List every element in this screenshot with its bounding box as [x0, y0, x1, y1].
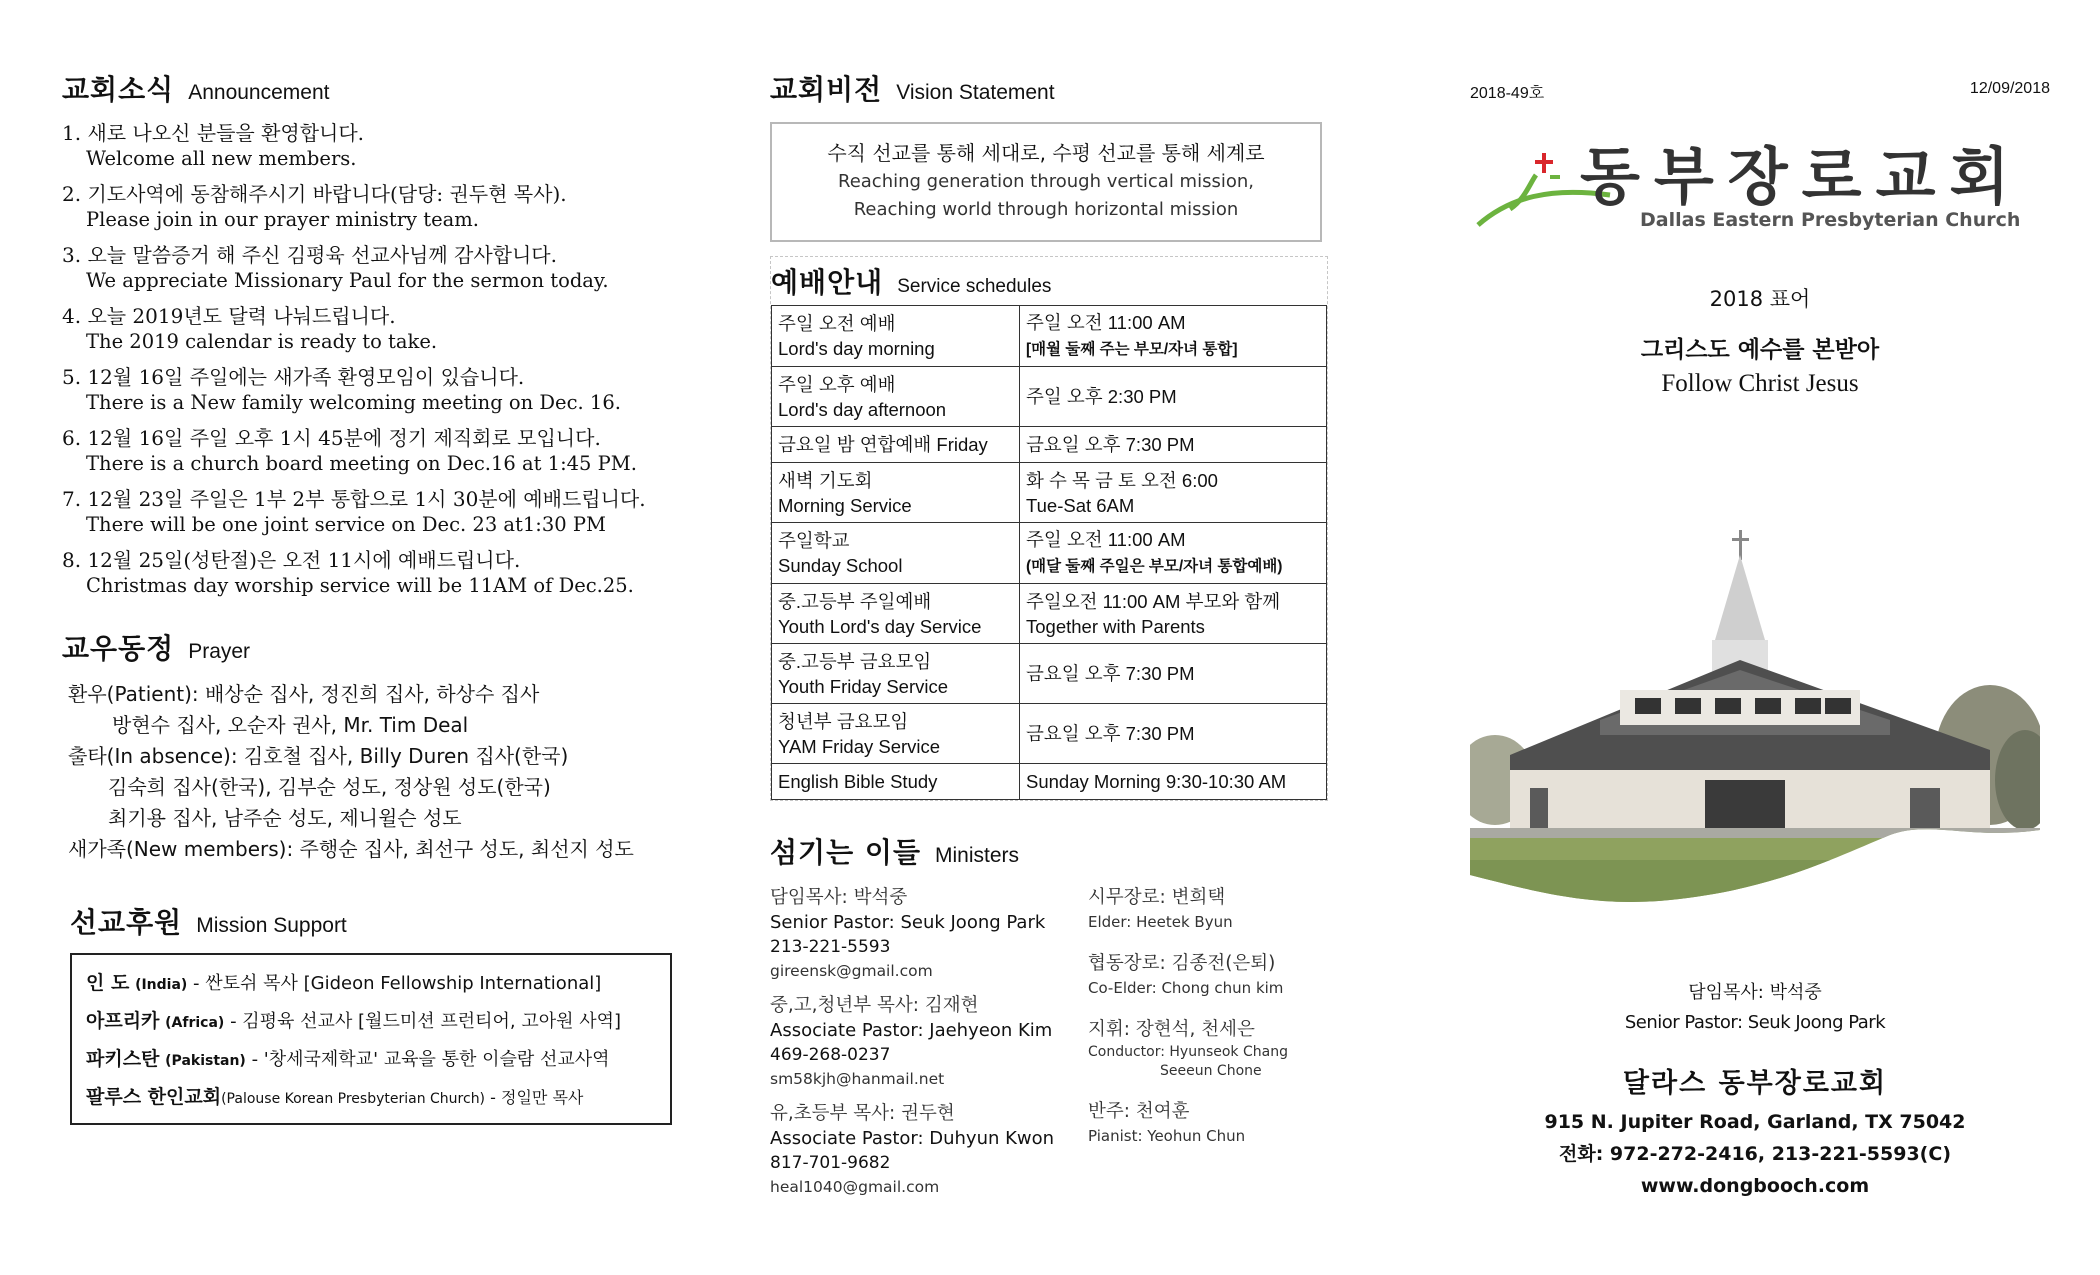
- announcement-en: There is a New family welcoming meeting on Dec. 16.: [86, 391, 621, 414]
- minister-ko: 담임목사: 박석중: [770, 887, 908, 908]
- list-item: [62, 364, 702, 416]
- service-name: [772, 644, 1020, 704]
- service-name-ko: 주일 오전 예배: [778, 313, 896, 334]
- service-name-en: Sunday School: [778, 555, 903, 576]
- ministers-grid: [770, 885, 1330, 1209]
- service-name-ko: 청년부 금요모임: [778, 710, 909, 732]
- vision-en-1: Reaching generation through vertical mission,: [838, 171, 1254, 192]
- announcement-en: Please join in our prayer ministry team.: [86, 208, 479, 231]
- left-column: [62, 68, 702, 1125]
- prayer-title-en: Prayer: [188, 640, 251, 663]
- service-time: [1020, 306, 1327, 367]
- church-phone: 전화: 972-272-2416, 213-221-5593(C): [1558, 1143, 1951, 1165]
- ministers-header: [770, 831, 1330, 871]
- prayer-line: 최기용 집사, 남주순 성도, 제니윌슨 성도: [108, 806, 462, 830]
- announcement-en: We appreciate Missionary Paul for the sermon today.: [86, 269, 609, 292]
- mission-title-ko: 선교후원: [70, 906, 183, 939]
- church-logo: [1470, 127, 2050, 247]
- announcement-en: Christmas day worship service will be 11AM of Dec.25.: [86, 574, 634, 597]
- service-name-en: English Bible Study: [778, 771, 938, 792]
- motto-ko: 그리스도 예수를 본받아: [1640, 337, 1880, 363]
- list-item: [62, 303, 702, 355]
- service-title-en: Service schedules: [897, 276, 1052, 297]
- announcement-ko: 3. 오늘 말씀증거 해 주신 김평육 선교사님께 감사합니다.: [62, 243, 557, 267]
- prayer-line: 방현수 집사, 오순자 권사, Mr. Tim Deal: [112, 713, 469, 737]
- service-time-main: 주일오전 11:00 AM 부모와 함께: [1026, 590, 1281, 612]
- announcement-list: [62, 120, 702, 599]
- church-name: 달라스 동부장로교회: [1622, 1068, 1888, 1099]
- service-time: [1020, 764, 1327, 800]
- prayer-line: 출타(In absence): 김호철 집사, Billy Duren 집사(한국): [68, 744, 569, 768]
- mission-text: - 정일만 목사: [490, 1088, 584, 1107]
- mission-country-en: (Pakistan): [165, 1053, 246, 1069]
- list-item: [62, 547, 702, 599]
- mission-country: 팔루스 한인교회: [86, 1086, 222, 1108]
- cover-column: [1470, 80, 2050, 398]
- minister-email: sm58kjh@hanmail.net: [770, 1070, 945, 1088]
- list-item: [1088, 1017, 1328, 1081]
- service-name: [772, 306, 1020, 367]
- issue-date: 12/09/2018: [1969, 80, 2050, 97]
- vision-box: [770, 122, 1322, 242]
- elder-en: Elder: Heetek Byun: [1088, 913, 1233, 931]
- table-row: [772, 523, 1327, 584]
- mission-title-en: Mission Support: [196, 914, 347, 937]
- service-time-note: Tue-Sat 6AM: [1026, 494, 1135, 516]
- service-time-main: 금요일 오후 7:30 PM: [1026, 723, 1195, 744]
- ministers-right: [1088, 885, 1328, 1209]
- announcement-header: [62, 68, 702, 108]
- church-address: 915 N. Jupiter Road, Garland, TX 75042: [1544, 1111, 1966, 1133]
- service-name-ko: 새벽 기도회: [778, 469, 873, 491]
- service-name: [772, 764, 1020, 800]
- list-item: [62, 242, 702, 294]
- minister-en: Associate Pastor: Duhyun Kwon: [770, 1128, 1055, 1149]
- service-time: [1020, 463, 1327, 523]
- minister-en: Senior Pastor: Seuk Joong Park: [770, 912, 1046, 933]
- announcement-ko: 4. 오늘 2019년도 달력 나눠드립니다.: [62, 304, 396, 328]
- service-name: [772, 523, 1020, 584]
- minister-ko: 유,초등부 목사: 권두현: [770, 1103, 955, 1124]
- announcement-ko: 6. 12월 16일 주일 오후 1시 45분에 정기 제직회로 모입니다.: [62, 426, 601, 450]
- service-name-en: Youth Lord's day Service: [778, 615, 982, 637]
- service-name: [772, 427, 1020, 463]
- church-website[interactable]: www.dongbooch.com: [1640, 1175, 1870, 1197]
- logo-title-en: Dallas Eastern Presbyterian Church: [1640, 209, 2021, 231]
- ministers-title-en: Ministers: [935, 844, 1020, 867]
- mission-line: [86, 1079, 656, 1117]
- service-name: [772, 704, 1020, 764]
- announcement-en: There will be one joint service on Dec. 23 at1:30 PM: [86, 513, 606, 536]
- service-time-note: [매월 둘째 주는 부모/자녀 통합]: [1026, 341, 1238, 358]
- service-name-en: Lord's day morning: [778, 338, 935, 359]
- service-time-main: 금요일 오후 7:30 PM: [1026, 434, 1195, 455]
- announcement-ko: 5. 12월 16일 주일에는 새가족 환영모임이 있습니다.: [62, 365, 525, 389]
- list-item: [62, 181, 702, 233]
- service-time-note: Together with Parents: [1026, 615, 1205, 637]
- list-item: [62, 120, 702, 172]
- elder-en-2: Seeeun Chone: [1160, 1063, 1262, 1079]
- elder-en: Pianist: Yeohun Chun: [1088, 1127, 1246, 1145]
- service-time-main: 주일 오전 11:00 AM: [1026, 312, 1186, 333]
- announcement-ko: 1. 새로 나오신 분들을 환영합니다.: [62, 121, 365, 145]
- service-name-ko: 중.고등부 주일예배: [778, 590, 932, 612]
- mission-text: - 싼토쉬 목사 [Gideon Fellowship International]: [193, 973, 602, 994]
- mission-country: 파키스탄: [86, 1048, 160, 1070]
- announcement-ko: 2. 기도사역에 동참해주시기 바랍니다(담당: 권두현 목사).: [62, 182, 567, 206]
- table-row: [772, 367, 1327, 427]
- service-header: [771, 261, 1327, 301]
- mission-box: [70, 953, 672, 1125]
- service-time: [1020, 644, 1327, 704]
- announcement-ko: 7. 12월 23일 주일은 1부 2부 통합으로 1시 30분에 예배드립니다.: [62, 487, 646, 511]
- service-time-main: 주일 오전 11:00 AM: [1026, 529, 1186, 550]
- minister-ko: 중,고,청년부 목사: 김재현: [770, 995, 979, 1016]
- service-name-en: YAM Friday Service: [778, 735, 941, 757]
- mission-country: 아프리카: [86, 1010, 160, 1032]
- service-name-ko: 중.고등부 금요모임: [778, 650, 932, 672]
- elder-ko: 반주: 천여훈: [1088, 1101, 1190, 1122]
- announcement-en: Welcome all new members.: [86, 147, 357, 170]
- list-item: [770, 1101, 1088, 1199]
- minister-email: gireensk@gmail.com: [770, 962, 933, 980]
- elder-ko: 협동장로: 김종전(은퇴): [1088, 953, 1276, 974]
- table-row: [772, 463, 1327, 523]
- service-time: [1020, 584, 1327, 644]
- ministers-title-ko: 섬기는 이들: [770, 836, 921, 869]
- service-time-main: 주일 오후 2:30 PM: [1026, 386, 1177, 407]
- service-title-ko: 예배안내: [771, 266, 884, 299]
- announcement-ko: 8. 12월 25일(성탄절)은 오전 11시에 예배드립니다.: [62, 548, 521, 572]
- service-name: [772, 584, 1020, 644]
- mission-line: [86, 1003, 656, 1041]
- minister-email: heal1040@gmail.com: [770, 1178, 940, 1196]
- prayer-line: 환우(Patient): 배상순 집사, 정진희 집사, 하상수 집사: [68, 682, 540, 706]
- mission-text: - 김평육 선교사 [월드미션 프런티어, 고아원 사역]: [230, 1011, 622, 1032]
- table-row: [772, 427, 1327, 463]
- service-time-main: Sunday Morning 9:30-10:30 AM: [1026, 771, 1287, 792]
- elder-en: Co-Elder: Chong chun kim: [1088, 979, 1284, 997]
- service-name-ko: 주일 오후 예배: [778, 373, 896, 395]
- minister-phone: 469-268-0237: [770, 1045, 891, 1065]
- service-table: [771, 305, 1327, 800]
- mission-country: 인 도: [86, 972, 130, 994]
- minister-phone: 817-701-9682: [770, 1153, 891, 1173]
- ministers-left: [770, 885, 1088, 1209]
- prayer-header: [62, 627, 702, 667]
- prayer-line: 김숙희 집사(한국), 김부순 성도, 정상원 성도(한국): [108, 775, 551, 799]
- minister-en: Associate Pastor: Jaehyeon Kim: [770, 1020, 1053, 1041]
- list-item: [1088, 951, 1328, 999]
- service-name: [772, 367, 1020, 427]
- elder-ko: 시무장로: 변희택: [1088, 887, 1226, 908]
- service-name-en: Morning Service: [778, 494, 912, 516]
- issue-number: 2018-49호: [1470, 85, 1545, 102]
- mission-line: [86, 965, 656, 1003]
- service-name-en: Youth Friday Service: [778, 675, 949, 697]
- list-item: [62, 425, 702, 477]
- vision-ko: 수직 선교를 통해 세대로, 수평 선교를 통해 세계로: [827, 141, 1265, 165]
- list-item: [770, 993, 1088, 1091]
- table-row: [772, 644, 1327, 704]
- service-time-main: 화 수 목 금 토 오전 6:00: [1026, 469, 1218, 491]
- service-time: [1020, 367, 1327, 427]
- announcement-en: There is a church board meeting on Dec.16 at 1:45 PM.: [86, 452, 637, 475]
- table-row: [772, 704, 1327, 764]
- announcement-title-en: Announcement: [188, 81, 330, 104]
- motto: [1470, 283, 2050, 398]
- mission-text: - '창세국제학교' 교육을 통한 이슬람 선교사역: [251, 1049, 610, 1070]
- service-time: [1020, 704, 1327, 764]
- prayer-line: 새가족(New members): 주행순 집사, 최선구 성도, 최선지 성도: [68, 837, 634, 861]
- service-time-main: 금요일 오후 7:30 PM: [1026, 663, 1195, 684]
- service-name-ko: 금요일 밤 연합예배 Friday: [778, 434, 988, 455]
- mission-country-en: (India): [135, 977, 188, 993]
- service-time: [1020, 523, 1327, 584]
- middle-column: [770, 68, 1330, 1209]
- church-photo: [1470, 530, 2040, 910]
- pastor-ko: 담임목사: 박석중: [1688, 982, 1822, 1003]
- service-name-en: Lord's day afternoon: [778, 398, 947, 420]
- service-time-note: (매달 둘째 주일은 부모/자녀 통합예배): [1026, 558, 1283, 575]
- service-time: [1020, 427, 1327, 463]
- motto-year: 2018 표어: [1709, 287, 1811, 311]
- motto-en: Follow Christ Jesus: [1661, 370, 1859, 397]
- table-row: [772, 584, 1327, 644]
- service-section: [770, 256, 1328, 801]
- prayer-title-ko: 교우동정: [62, 632, 175, 665]
- list-item: [1088, 885, 1328, 933]
- minister-phone: 213-221-5593: [770, 937, 891, 957]
- announcement-en: The 2019 calendar is ready to take.: [86, 330, 438, 353]
- pastor-en: Senior Pastor: Seuk Joong Park: [1624, 1012, 1886, 1033]
- table-row: [772, 306, 1327, 367]
- list-item: [770, 885, 1088, 983]
- vision-en-2: Reaching world through horizontal mission: [853, 199, 1239, 220]
- vision-title-en: Vision Statement: [896, 81, 1055, 104]
- elder-en: Conductor: Hyunseok Chang: [1088, 1044, 1288, 1060]
- service-name-ko: 주일학교: [778, 530, 850, 551]
- table-row: [772, 764, 1327, 800]
- prayer-list: [62, 679, 702, 865]
- elder-ko: 지휘: 장현석, 천세은: [1088, 1019, 1255, 1040]
- service-name: [772, 463, 1020, 523]
- mission-country-en: (Palouse Korean Presbyterian Church): [221, 1091, 486, 1107]
- mission-line: [86, 1041, 656, 1079]
- issue-row: [1470, 80, 2050, 103]
- vision-title-ko: 교회비전: [770, 73, 883, 106]
- logo-title-ko: 동부장로교회: [1580, 140, 2024, 213]
- announcement-title-ko: 교회소식: [62, 73, 175, 106]
- contact-block: [1470, 978, 2040, 1202]
- vision-header: [770, 68, 1330, 108]
- list-item: [62, 486, 702, 538]
- list-item: [1088, 1099, 1328, 1147]
- mission-country-en: (Africa): [165, 1015, 225, 1031]
- mission-header: [62, 901, 702, 941]
